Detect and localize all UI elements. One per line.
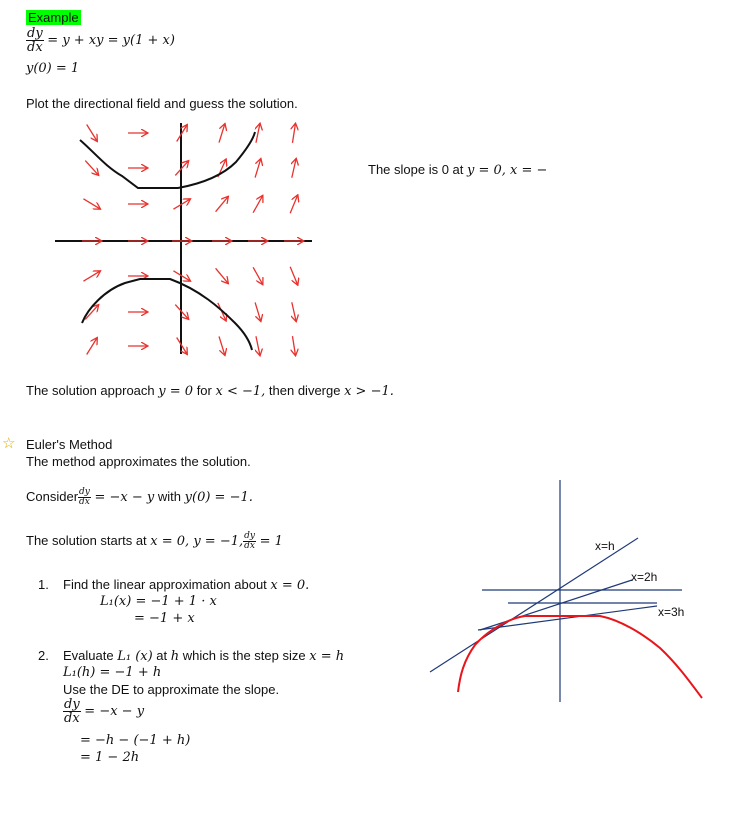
step2-line [63,648,344,664]
step1-number: 1. [38,577,49,592]
conclusion-math-2: x < −1, [215,384,266,399]
slope-arrows [82,123,304,356]
slope-arrow [87,338,98,355]
slope-arrow [216,196,229,211]
tangent-line-h [430,538,638,672]
step2-number: 2. [38,648,49,663]
slope-arrow [85,161,98,176]
instruction-text: Plot the directional field and guess the solution. [26,96,298,111]
lower-solution-curve [82,279,252,350]
consider-with: with [157,488,182,504]
step2-text-3: which is the step size [182,648,306,663]
initial-condition: y(0) = 1 [26,61,80,76]
start-value: = 1 [259,533,283,549]
euler-diagram [420,470,720,710]
step1-text: Find the linear approximation about [63,577,267,592]
de-rhs: = y + xy = y(1 + x) [47,32,175,48]
label-x-3h: x=3h [658,605,685,619]
step2-de-rhs: = −x − y [84,703,145,719]
slope-arrow [292,158,296,178]
step2-math-3: x = h [309,649,345,664]
step1-equation-1: L₁(x) = −1 + 1 · x [100,594,217,609]
euler-subtitle: The method approximates the solution. [26,454,251,469]
slope-arrow [292,302,296,322]
label-x-h: x=h [595,539,615,553]
step1-equation-2: = −1 + x [134,611,195,626]
conclusion-math-3: x > −1. [344,384,394,399]
example-de [26,27,175,54]
slope-arrow [255,302,261,321]
start-numerator: dy [244,531,255,541]
slope-arrow [292,336,295,356]
slope-arrow [216,268,229,283]
consider-numerator: dy [79,487,90,497]
start-math: x = 0, y = −1, [150,533,244,549]
de-denominator: dx [27,40,43,55]
step2-math-2: h [170,649,180,664]
slope-arrow [253,267,263,284]
step2-math-1: L₁ (x) [117,649,153,664]
slope-math: y = 0, x = − [467,163,548,178]
direction-field-plot [50,118,320,358]
step1-line [63,577,309,593]
start-line [26,532,283,551]
slope-arrow [87,125,98,142]
start-text: The solution starts at [26,532,147,548]
start-denominator: dx [244,541,255,551]
slope-arrow [290,267,298,285]
conclusion-statement [26,383,394,399]
slope-arrow [290,195,298,213]
step2-text-1: Evaluate [63,648,114,663]
slope-arrow [253,195,263,212]
solution-curve [458,616,702,698]
step2-text: Use the DE to approximate the slope. [63,682,280,697]
slope-arrow [83,199,100,209]
consider-line [26,488,253,507]
conclusion-text-2: for [196,383,212,398]
slope-arrow [256,336,260,356]
consider-text: Consider [26,488,79,504]
slope-arrow [256,123,260,143]
conclusion-math-1: y = 0 [158,384,194,399]
step1-math: x = 0. [270,578,310,593]
slope-arrow [83,271,100,281]
de-numerator: dy [27,26,43,41]
slope-arrow [292,123,295,143]
step2-de-denominator: dx [64,711,80,726]
slope-text: The slope is 0 at [368,162,464,177]
step2-equation-2: = −h − (−1 + h) [80,733,191,748]
upper-solution-curve [80,132,255,188]
step2-text-2: at [156,648,168,663]
slope-statement [368,162,547,178]
conclusion-text-3: then diverge [268,383,341,398]
slope-arrow [219,336,225,355]
tangent-line-2h [480,580,632,630]
consider-denominator: dx [79,497,90,507]
step2-equation-3: = 1 − 2h [80,750,140,765]
consider-ic: y(0) = −1. [184,489,253,505]
step2-de [63,698,144,725]
slope-arrow [219,123,225,142]
euler-title: Euler's Method [26,437,113,452]
consider-rhs: = −x − y [94,489,155,505]
step2-de-numerator: dy [64,697,80,712]
star-icon: ☆ [2,435,16,452]
label-x-2h: x=2h [631,570,658,584]
example-heading: Example [28,10,79,25]
step2-equation-1: L₁(h) = −1 + h [63,665,162,680]
conclusion-text-1: The solution approach [26,383,155,398]
slope-arrow [255,158,261,177]
